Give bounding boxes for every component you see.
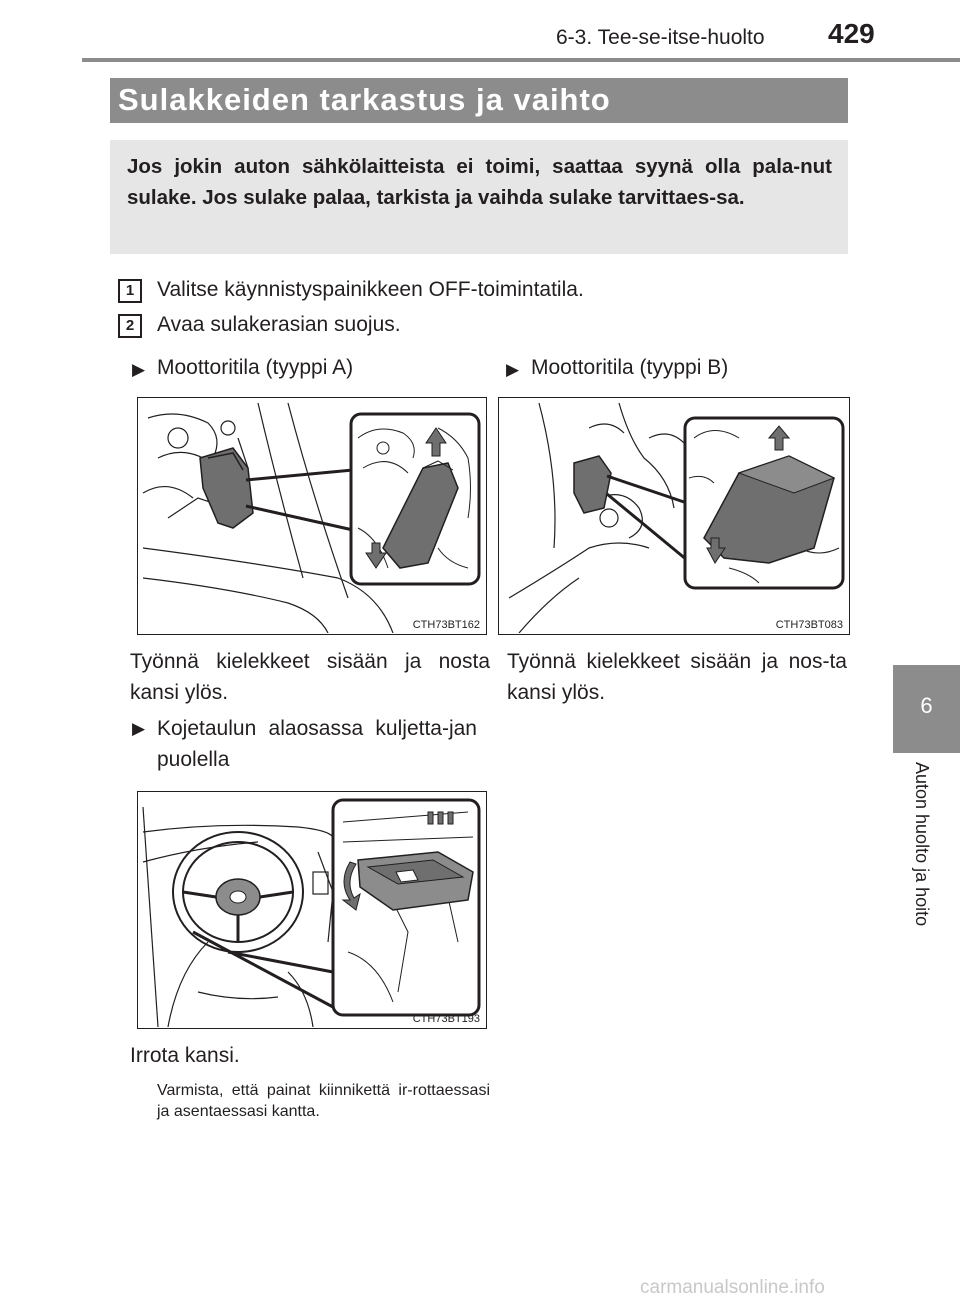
engine-bay-a-illustration bbox=[138, 398, 485, 633]
page-number: 429 bbox=[828, 18, 875, 49]
chapter-label-text: Auton huolto ja hoito bbox=[912, 762, 932, 927]
figure-engine-type-a bbox=[137, 397, 487, 635]
instruction-dashboard: Irrota kansi. bbox=[130, 1044, 240, 1067]
instruction-type-a: Työnnä kielekkeet sisään ja nosta kansi ylös. bbox=[130, 650, 490, 704]
heading-engine-type-b: Moottoritila (tyyppi B) bbox=[531, 356, 729, 379]
intro-text: Jos jokin auton sähkölaitteista ei toimi, saattaa syynä olla pala-nut sulake. Jos sulake palaa, tarkista ja vaihda sulake tarvittaes-sa. bbox=[127, 155, 832, 209]
dashboard-illustration bbox=[138, 792, 485, 1027]
page-title: Sulakkeiden tarkastus ja vaihto bbox=[118, 82, 611, 117]
figure-dashboard bbox=[137, 791, 487, 1029]
chapter-label bbox=[900, 762, 944, 952]
header-rule bbox=[82, 58, 960, 62]
title-bar bbox=[110, 78, 848, 123]
figure-engine-type-b bbox=[498, 397, 850, 635]
figure-code: CTH73BT083 bbox=[775, 619, 843, 631]
chapter-tab bbox=[893, 665, 960, 753]
step-text-1: Valitse käynnistyspainikkeen OFF-toimintatila. bbox=[157, 278, 584, 301]
watermark: carmanualsonline.info bbox=[640, 1277, 825, 1298]
intro-box bbox=[110, 140, 848, 254]
step-number-1: 1 bbox=[118, 279, 142, 303]
bullet-triangle-icon: ▶ bbox=[132, 719, 146, 738]
section-title: 6-3. Tee-se-itse-huolto bbox=[556, 26, 765, 49]
step-text-2: Avaa sulakerasian suojus. bbox=[157, 313, 401, 336]
heading-dashboard-driver-side: Kojetaulun alaosassa kuljetta-jan puolella bbox=[157, 717, 477, 771]
chapter-number: 6 bbox=[920, 693, 933, 718]
instruction-type-b: Työnnä kielekkeet sisään ja nos-ta kansi ylös. bbox=[507, 650, 847, 704]
figure-code: CTH73BT193 bbox=[412, 1013, 480, 1025]
bullet-triangle-icon: ▶ bbox=[132, 360, 146, 379]
figure-code: CTH73BT162 bbox=[412, 619, 480, 631]
bullet-triangle-icon: ▶ bbox=[506, 360, 520, 379]
step-number-2: 2 bbox=[118, 314, 142, 338]
heading-engine-type-a: Moottoritila (tyyppi A) bbox=[157, 356, 354, 379]
engine-bay-b-illustration bbox=[499, 398, 848, 633]
note-dashboard: Varmista, että painat kiinnikettä ir-rottaessasi ja asentaessasi kantta. bbox=[157, 1082, 490, 1120]
